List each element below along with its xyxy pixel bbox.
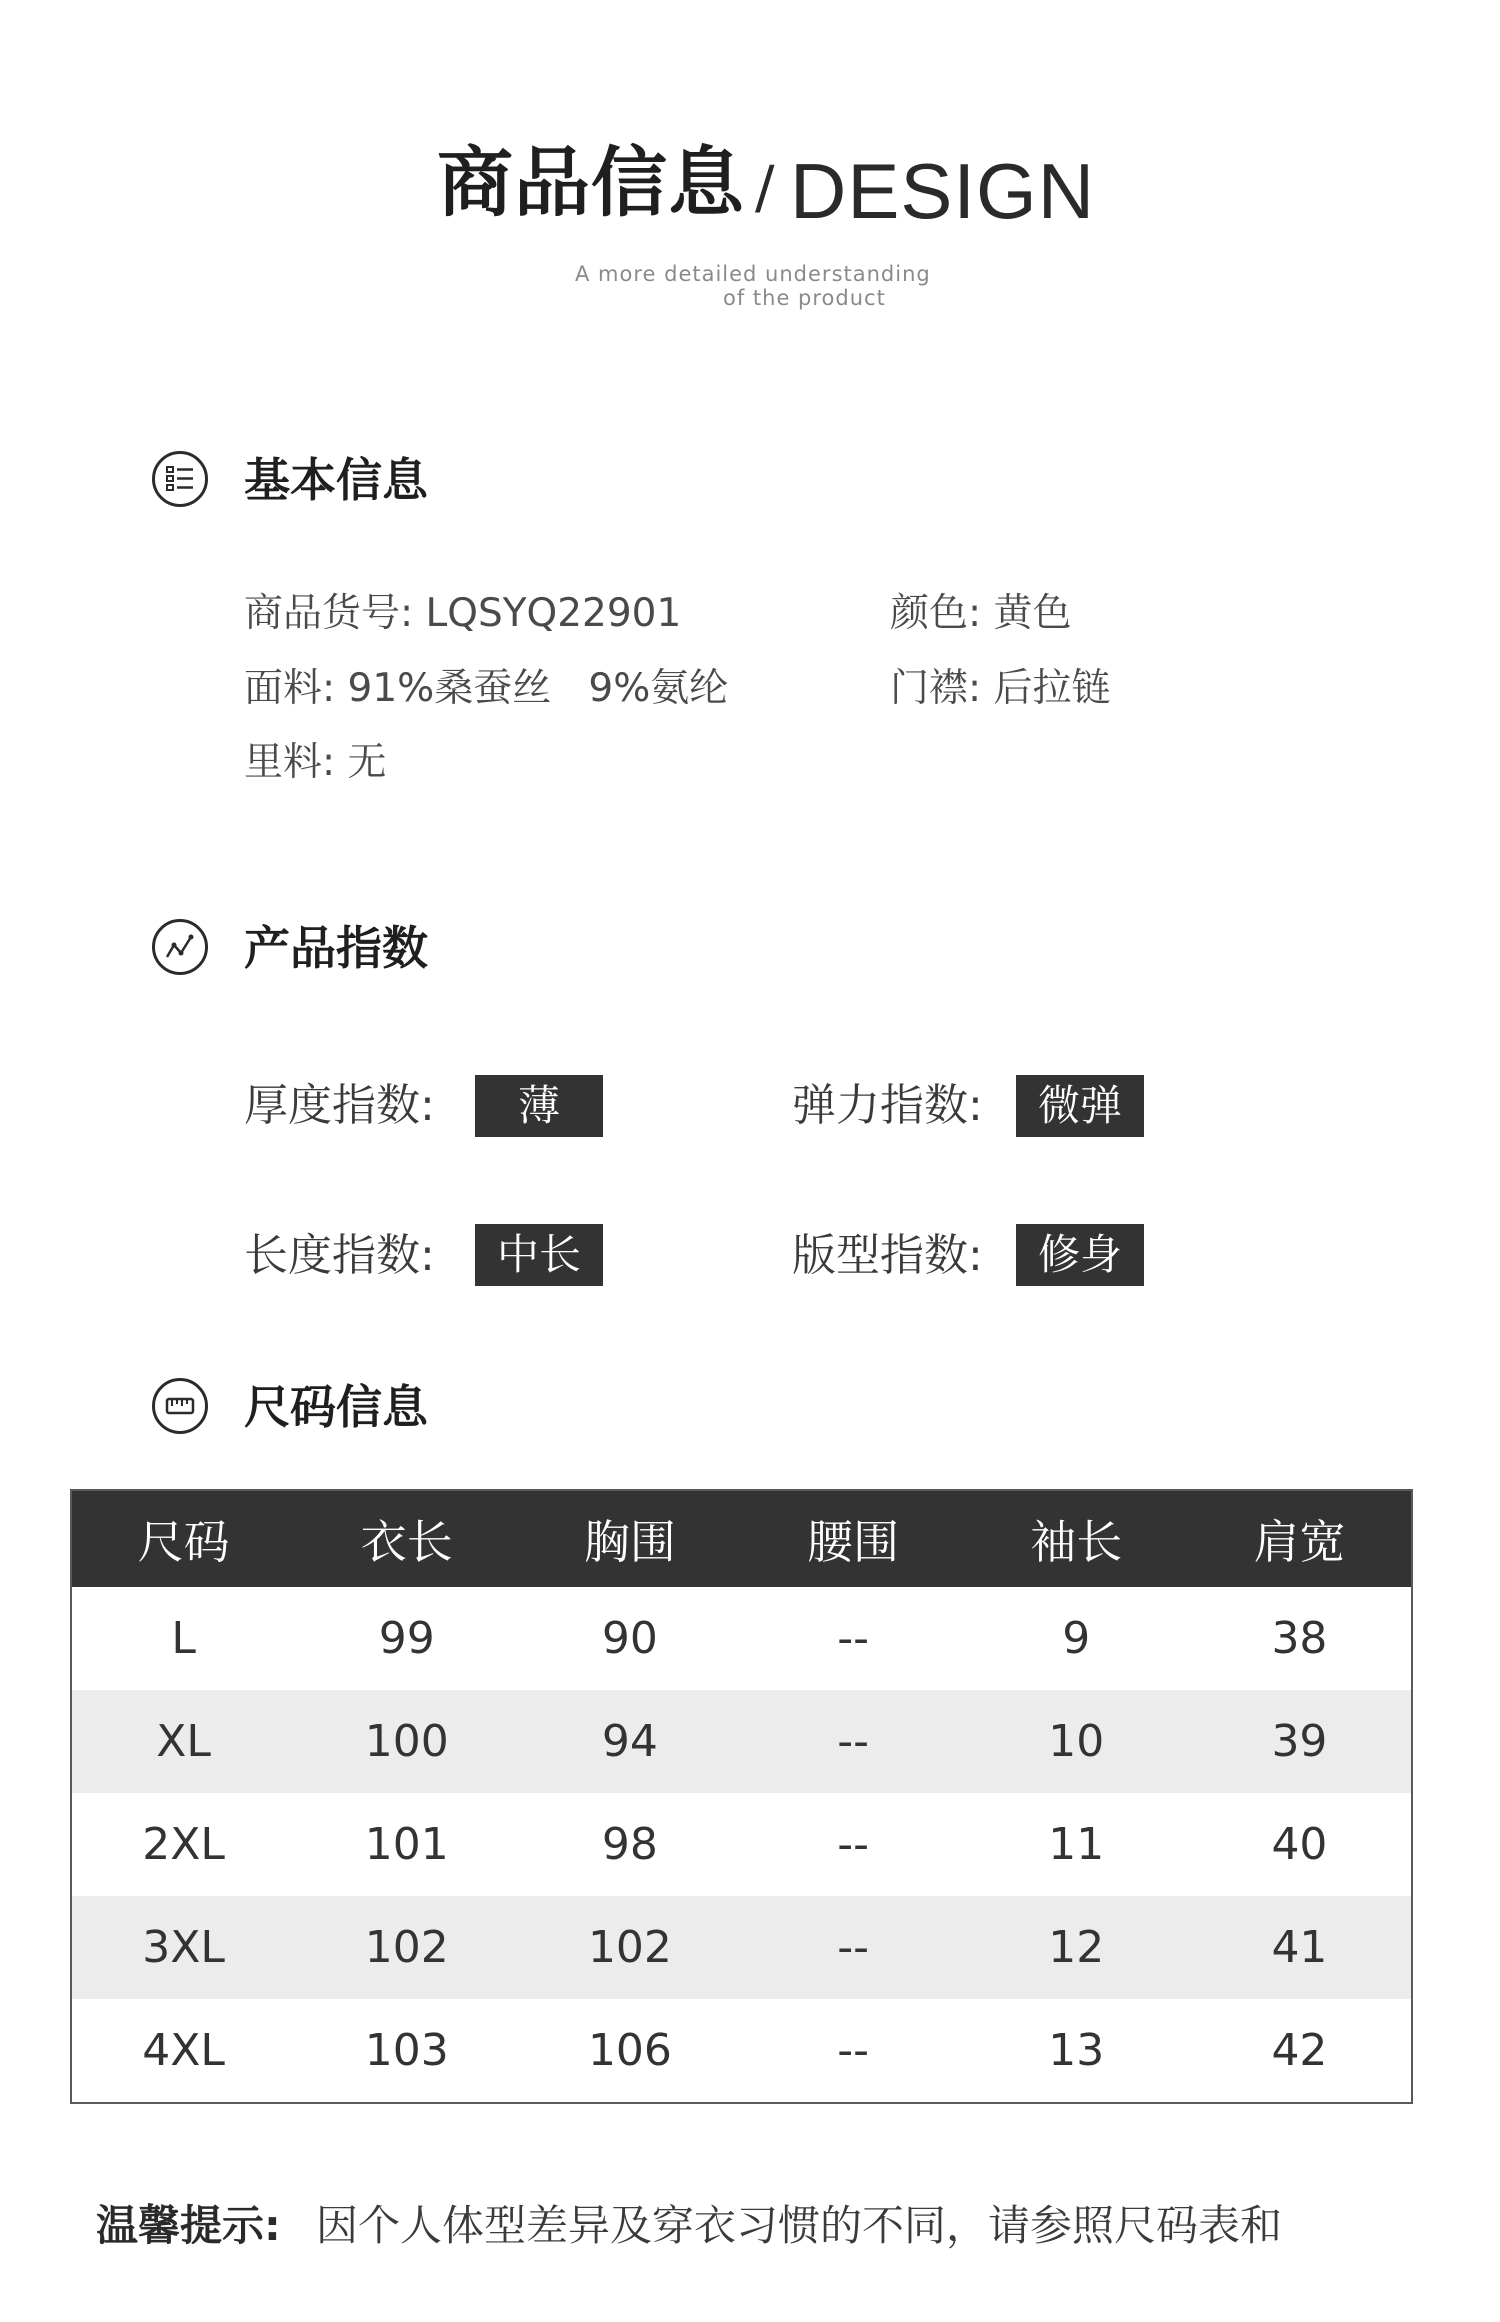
table-cell: 13: [1048, 2025, 1105, 2076]
table-row: [72, 1896, 1411, 1999]
thickness-value-badge: 薄: [475, 1075, 603, 1137]
table-cell: 38: [1271, 1613, 1328, 1664]
table-header-row: [72, 1491, 1411, 1587]
fabric-value: 面料: 91%桑蚕丝 9%氨纶: [244, 666, 729, 711]
table-cell: 2XL: [142, 1819, 225, 1870]
ruler-icon: [152, 1378, 208, 1434]
header-cell-shoulder: 肩宽: [1253, 1515, 1346, 1569]
table-row: [72, 1999, 1411, 2102]
table-cell: 39: [1271, 1716, 1328, 1767]
tip-text: 因个人体型差异及穿衣习惯的不同，请参照尺码表和: [316, 2201, 1283, 2250]
table-row: [72, 1587, 1411, 1690]
table-cell: --: [837, 1922, 869, 1973]
fit-value-badge: 修身: [1016, 1224, 1144, 1286]
table-cell: 102: [364, 1922, 449, 1973]
title-slash: /: [755, 153, 775, 221]
header-cell-size: 尺码: [137, 1515, 230, 1569]
table-cell: 3XL: [142, 1922, 225, 1973]
table-cell: --: [837, 2025, 869, 2076]
trend-chart-icon: [152, 919, 208, 975]
table-row: [72, 1690, 1411, 1793]
table-cell: 106: [587, 2025, 672, 2076]
placket-value: 门襟: 后拉链: [890, 666, 1111, 711]
size-table: [70, 1489, 1413, 2104]
tip-label: 温馨提示:: [96, 2201, 281, 2250]
header-cell-waist: 腰围: [807, 1515, 900, 1569]
table-cell: 42: [1271, 2025, 1328, 2076]
list-icon: [152, 451, 208, 507]
table-cell: 12: [1048, 1922, 1105, 1973]
table-cell: 40: [1271, 1819, 1328, 1870]
table-cell: 4XL: [142, 2025, 225, 2076]
table-cell: 41: [1271, 1922, 1328, 1973]
section-title-size: 尺码信息: [244, 1380, 428, 1434]
elasticity-value-badge: 微弹: [1016, 1075, 1144, 1137]
section-title-index: 产品指数: [244, 921, 428, 975]
table-row: [72, 1793, 1411, 1896]
fit-label: 版型指数:: [792, 1230, 983, 1281]
table-cell: 103: [364, 2025, 449, 2076]
table-cell: 94: [601, 1716, 658, 1767]
subtitle-line2: of the product: [723, 286, 886, 310]
page-title-cn: 商品信息: [437, 138, 745, 227]
subtitle-line1: A more detailed understanding: [575, 262, 931, 286]
header-cell-length: 衣长: [360, 1515, 453, 1569]
color-value: 颜色: 黄色: [890, 591, 1072, 636]
thickness-label: 厚度指数:: [244, 1080, 435, 1131]
table-cell: 101: [364, 1819, 449, 1870]
lining-value: 里料: 无: [244, 740, 387, 785]
elasticity-label: 弹力指数:: [792, 1080, 983, 1131]
table-cell: 98: [601, 1819, 658, 1870]
table-cell: 99: [378, 1613, 435, 1664]
length-label: 长度指数:: [244, 1230, 435, 1281]
header-cell-chest: 胸围: [583, 1515, 676, 1569]
table-cell: --: [837, 1716, 869, 1767]
table-cell: L: [171, 1613, 196, 1664]
table-cell: --: [837, 1613, 869, 1664]
length-value-badge: 中长: [475, 1224, 603, 1286]
section-title-basic: 基本信息: [244, 453, 428, 507]
item-number: 商品货号: LQSYQ22901: [244, 591, 682, 636]
table-cell: 10: [1048, 1716, 1105, 1767]
table-cell: 90: [601, 1613, 658, 1664]
table-cell: 100: [364, 1716, 449, 1767]
table-cell: 11: [1048, 1819, 1105, 1870]
table-cell: --: [837, 1819, 869, 1870]
page-title-en: DESIGN: [790, 147, 1096, 235]
table-cell: 9: [1062, 1613, 1091, 1664]
header-cell-sleeve: 袖长: [1030, 1515, 1123, 1569]
table-cell: 102: [587, 1922, 672, 1973]
table-cell: XL: [156, 1716, 211, 1767]
